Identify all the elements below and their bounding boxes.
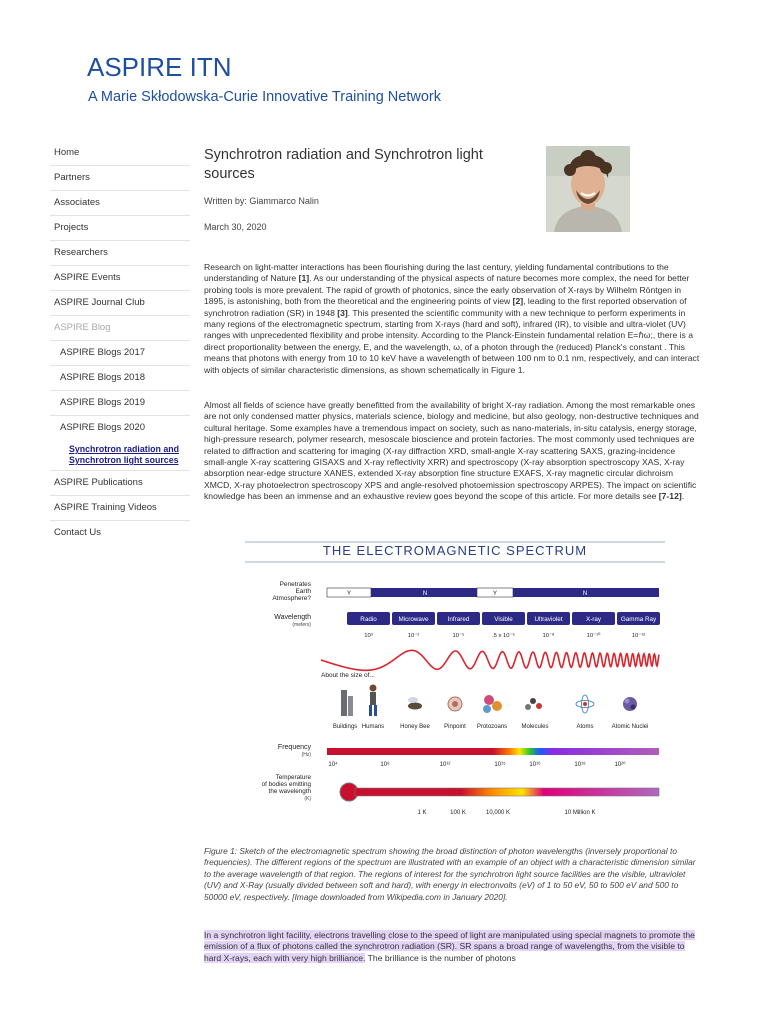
wavelength-value: 10⁻² — [407, 633, 420, 639]
protozoan-icon — [492, 701, 502, 711]
wavelength-value: 10⁻⁵ — [452, 633, 465, 639]
nav-journal-club[interactable]: ASPIRE Journal Club — [50, 291, 190, 316]
temperature-value: 10,000 K — [485, 810, 511, 816]
nucleus-icon — [623, 697, 637, 711]
molecule-icon — [525, 704, 531, 710]
band-label: Infrared — [447, 616, 470, 623]
nav-current-post[interactable]: Synchrotron radiation and Synchrotron light sources — [69, 444, 179, 465]
nav-contact[interactable]: Contact Us — [54, 527, 101, 538]
honey-bee-icon — [408, 703, 422, 710]
protozoan-icon — [483, 705, 491, 713]
atom-icon — [583, 702, 587, 706]
object-label: Buildings — [332, 724, 358, 730]
wave-curve — [321, 650, 659, 670]
sidebar-nav — [50, 141, 190, 545]
em-spectrum-diagram — [245, 538, 665, 830]
object-icons — [341, 685, 637, 717]
thermometer-bar — [355, 788, 659, 796]
size-label: About the size of... — [321, 672, 375, 679]
frequency-value: 10¹⁶ — [529, 762, 541, 768]
nav-blogs-2017[interactable]: ASPIRE Blogs 2017 — [50, 341, 190, 366]
citation-2[interactable]: [2] — [512, 296, 524, 307]
figure-caption: Figure 1: Sketch of the electromagnetic spectrum showing the broad distinction of photon wavelengths (inversely proportional to frequencies). The different regions of the spectrum are illustrated with an example of an object with a characteristic dimension similar to the average wavelength of that region. The regions of interest for the synchrotron light source facilities are the visible, ultraviolet (UV) and X-Ray (usually divided between soft and hard), with energy in electronvolts (eV) of 1 to 50 eV, 50 to 500 eV and 500 to 50000 eV, respectively. [Image downloaded from Wikipedia.com in January 2020]. — [204, 846, 696, 902]
band-label: Microwave — [398, 616, 429, 623]
object-labels — [333, 724, 649, 730]
pinpoint-icon — [452, 701, 458, 707]
nav-partners[interactable]: Partners — [50, 166, 190, 191]
band-label: X-ray — [585, 616, 602, 623]
nav-researchers[interactable]: Researchers — [50, 241, 190, 266]
band-row — [347, 612, 660, 625]
paragraph-1: Research on light-matter interactions has been flourishing during the last century, yielding fundamental contributions to the understanding of Nature [1]. As our understanding of the physical aspects of nature becomes more complex, the need for better probing tools is more prevalent. The rapid of growth of photonics, since the early observation of X-rays by Wilhelm Röntgen in 1895, is astonishing, both from the theoretical and the engineering points of view [2], leading to the first reported observation of synchrotron radiation (SR) in 1948 [3]. This presented the scientific community with a new technique to perform experiments in many regions of the electromagnetic spectrum, starting from X-rays (hard and soft), infrared (IR), to visible and ultra-violet (UV) ranges with unprecedented flexibility and probe intensity. According to the Planck-Einstein fundamental relation E=ℏω;, there is a direct proportionality between the energy, E, and the wavelength, ω, of a photon through the (reduced) Planck's constant . This means that photons with energy from 10 to 10 keV have a wavelength of between 100 nm to 0.1 nm, respectively, and can interact with objects of similar characteristic dimensions, as shown schematically in Figure 1. — [204, 262, 700, 375]
object-label: Pinpoint — [444, 724, 466, 730]
molecule-icon — [530, 698, 536, 704]
human-icon — [369, 705, 372, 716]
object-label: Honey Bee — [400, 724, 430, 730]
nav-blog[interactable]: ASPIRE Blog — [50, 316, 190, 341]
nav-associates[interactable]: Associates — [50, 191, 190, 216]
temperature-label-2: of bodies emitting — [261, 781, 311, 788]
wavelength-value: 10⁻¹² — [631, 633, 646, 639]
nav-blogs-2020[interactable]: ASPIRE Blogs 2020 — [60, 422, 146, 433]
object-label: Molecules — [521, 724, 549, 730]
nav-projects[interactable]: Projects — [50, 216, 190, 241]
site-title[interactable]: ASPIRE ITN — [87, 52, 232, 82]
nav-blogs-2019[interactable]: ASPIRE Blogs 2019 — [50, 391, 190, 416]
site-subtitle: A Marie Skłodowska-Curie Innovative Training Network — [88, 89, 441, 105]
band-label: Radio — [360, 616, 377, 623]
molecule-icon — [536, 703, 542, 709]
frequency-value: 10¹⁵ — [494, 762, 506, 768]
temperature-label-1: Temperature — [275, 774, 311, 781]
band-label: Gamma Ray — [620, 616, 657, 623]
nav-home[interactable]: Home — [50, 141, 190, 166]
honey-bee-icon — [408, 697, 418, 703]
em-spectrum-figure — [245, 538, 665, 830]
post-author: Written by: Giammarco Nalin — [204, 196, 319, 206]
wavelength-values — [364, 632, 645, 639]
author-portrait — [546, 146, 630, 232]
buildings-icon — [341, 690, 347, 716]
frequency-value: 10⁴ — [328, 762, 338, 768]
post-date: March 30, 2020 — [204, 222, 267, 232]
temperature-value: 1 K — [417, 810, 427, 816]
wavelength-label: Wavelength — [274, 614, 311, 621]
temperature-value: 10 Million K — [564, 810, 596, 816]
atmo-value: Y — [346, 591, 352, 597]
figure-title: THE ELECTROMAGNETIC SPECTRUM — [322, 543, 588, 558]
atmosphere-label: Penetrates Earth Atmosphere? — [272, 581, 311, 602]
frequency-label: Frequency — [277, 744, 311, 751]
temperature-values — [417, 810, 595, 816]
temperature-unit: (K) — [304, 796, 311, 802]
temperature-label-3: the wavelength — [268, 788, 311, 795]
wavelength-value: 10³ — [364, 633, 373, 639]
atmo-value: Y — [492, 591, 498, 597]
paragraph-2: Almost all fields of science have greatly benefitted from the availability of bright X-ray radiation. Among the most remarkable ones are not only condensed matter physics, materials science, biology and medicine, but also geology, non-destructive techniques and cultural heritage. Some examples have a tremendous impact on society, such as nano-materials, in-situ catalysis, energy storage, high-pressure research, polymer research, mesoscale bioscience and protein factories. The most commonly used techniques are related to diffraction and scattering for imaging (X-ray diffraction XRD, small-angle X-ray scattering SAXS, grazing-incidence small-angle X-ray scattering GISAXS and X-ray reflectivity XRR) and spectroscopy (X-ray absorption spectroscopy XAS, X-ray absorption near-edge structure XANES, extended X-ray absorption fine structure EXAFS, X-ray magnetic circular dichroism XMCD, X-ray photoelectron spectroscopy XPS and angle-resolved photoemission spectroscopy ARPES). The impact on scientific knowledge has been an immense and an exhaustive review goes beyond the scope of this article. For more details see [7-12]. — [204, 400, 699, 502]
frequency-unit: (Hz) — [301, 752, 311, 758]
nucleus-icon — [625, 699, 630, 704]
object-label: Atomic Nuclei — [611, 724, 649, 730]
temperature-value: 100 K — [450, 810, 466, 816]
nav-blogs-2018[interactable]: ASPIRE Blogs 2018 — [50, 366, 190, 391]
nucleus-icon — [631, 705, 636, 710]
frequency-values — [328, 761, 626, 768]
wavelength-value: 10⁻¹⁰ — [586, 633, 601, 639]
frequency-bar — [327, 748, 659, 755]
frequency-value: 10¹² — [439, 762, 451, 768]
author-photo — [546, 146, 630, 232]
frequency-value: 10⁸ — [380, 762, 390, 768]
band-label: Ultraviolet — [534, 616, 563, 623]
atmo-value: N — [422, 591, 428, 597]
paragraph-3: In a synchrotron light facility, electrons travelling close to the speed of light are manipulated using special magnets to promote the emission of a flux of photons called the synchrotron radiation (SR). SR spans a broad range of wavelengths, from the visible to hard X-rays, each with very high brilliance. The brilliance is the number of photons — [204, 930, 695, 963]
citation-4[interactable]: [7-12] — [658, 491, 682, 502]
nav-publications[interactable]: ASPIRE Publications — [50, 471, 190, 496]
frequency-value: 10²⁰ — [614, 762, 626, 768]
object-label: Atoms — [576, 724, 594, 730]
object-label: Protozoans — [476, 724, 508, 730]
post-title: Synchrotron radiation and Synchrotron light sources — [204, 147, 483, 182]
highlighted-text: In a synchrotron light facility, electrons travelling close to the speed of light are manipulated using special magnets to promote the emission of a flux of photons called the synchrotron radiation (SR). SR spans a broad range of wavelengths, from the visible to hard X-rays, each with very high brilliance. — [204, 930, 695, 963]
human-icon — [370, 685, 377, 692]
frequency-value: 10¹⁸ — [574, 762, 586, 768]
nav-current-post-wrap — [50, 440, 190, 471]
atmo-value: N — [582, 591, 588, 597]
human-icon — [374, 705, 377, 716]
citation-3[interactable]: [3] — [337, 307, 348, 318]
wavelength-value: .5 x 10⁻⁶ — [492, 633, 515, 639]
citation-1[interactable]: [1] — [298, 273, 310, 284]
nav-training-videos[interactable]: ASPIRE Training Videos — [50, 496, 190, 521]
buildings-icon — [348, 696, 353, 716]
nav-events[interactable]: ASPIRE Events — [50, 266, 190, 291]
wavelength-unit: (meters) — [292, 622, 311, 628]
wavelength-value: 10⁻⁸ — [542, 633, 555, 639]
object-label: Humans — [361, 724, 385, 730]
band-label: Visible — [494, 616, 513, 623]
human-icon — [370, 692, 376, 705]
protozoan-icon — [484, 695, 494, 705]
